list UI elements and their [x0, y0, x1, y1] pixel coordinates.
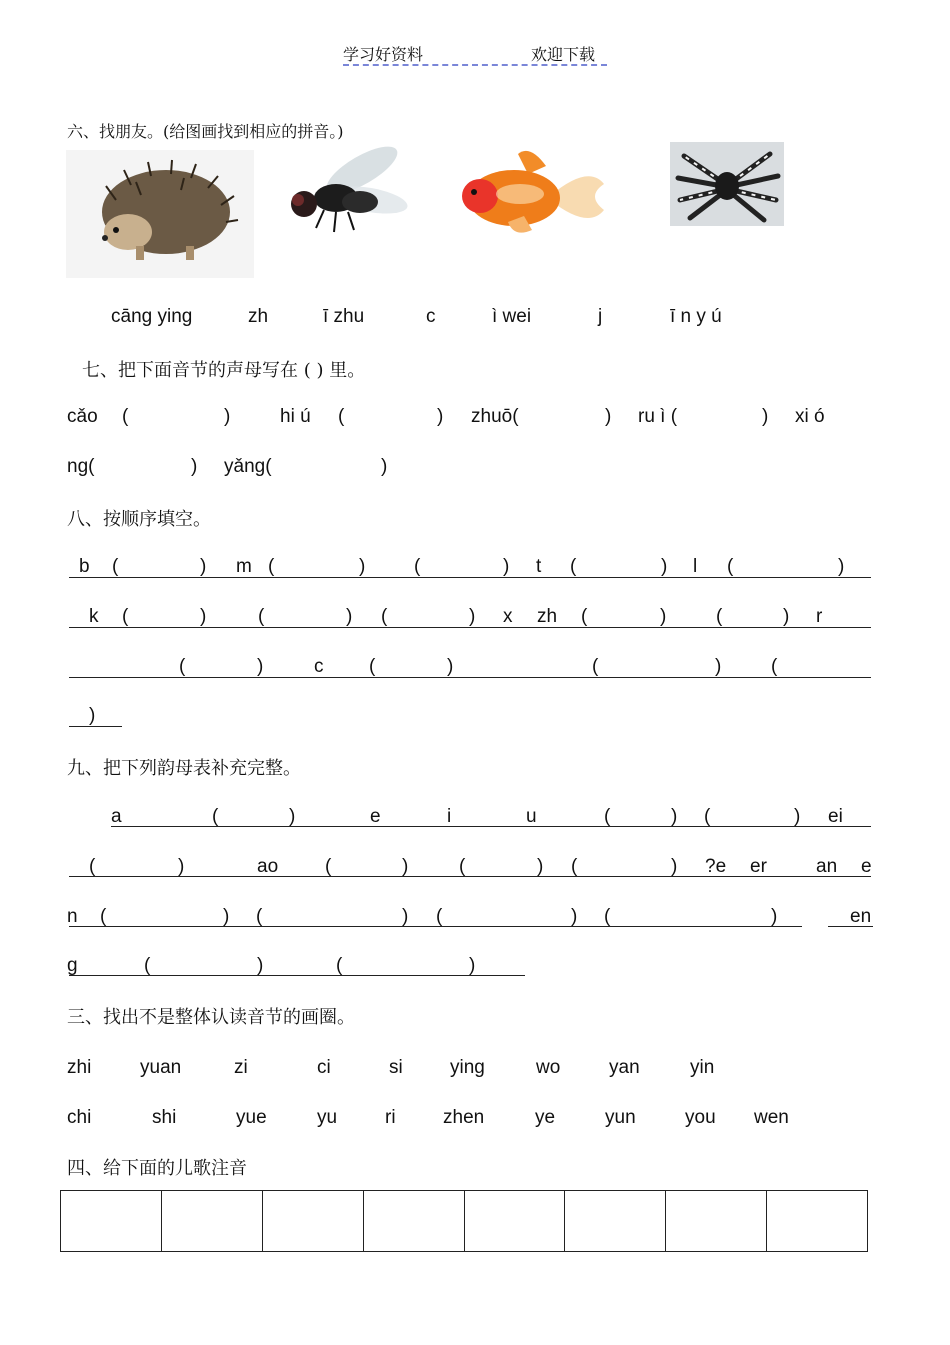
paren-close: ): [402, 856, 409, 877]
paren-open: (: [436, 906, 443, 927]
letter: er: [750, 856, 767, 877]
paren-open: (: [112, 556, 119, 577]
syllable: yin: [690, 1057, 715, 1078]
letter: i: [447, 806, 452, 827]
letter: n: [67, 906, 78, 927]
paren-open: (: [100, 906, 107, 927]
paren-close: ): [762, 406, 769, 427]
syllable: ru ì (: [638, 406, 678, 427]
section-9-title: 九、把下列韵母表补充完整。: [67, 758, 301, 779]
paren-close: ): [783, 606, 790, 627]
paren-open: (: [369, 656, 376, 677]
letter: ei: [828, 806, 843, 827]
paren-open: (: [338, 406, 345, 427]
pinyin-grid-row: [61, 1191, 868, 1252]
paren-open: (: [604, 806, 611, 827]
letter: x: [503, 606, 513, 627]
paren-close: ): [89, 705, 96, 726]
paren-close: ): [346, 606, 353, 627]
syllable: zi: [234, 1057, 248, 1078]
section-8-title: 八、按顺序填空。: [67, 509, 211, 530]
syllable: zhuō(: [471, 406, 519, 427]
pinyin-option: cāng ying: [111, 306, 193, 327]
paren-close: ): [257, 656, 264, 677]
header-left: 学习好资料: [343, 45, 424, 64]
header-right: 欢迎下载: [531, 45, 596, 64]
syllable: ng(: [67, 456, 95, 477]
syllable: ci: [317, 1057, 331, 1078]
letter: m: [236, 556, 252, 577]
syllable: yǎng(: [224, 456, 272, 477]
paren-open: (: [336, 955, 343, 976]
letter: g: [67, 955, 78, 976]
hedgehog-image: [66, 150, 254, 278]
answer-line: [111, 826, 871, 827]
paren-open: (: [144, 955, 151, 976]
paren-close: ): [381, 456, 388, 477]
letter: b: [79, 556, 90, 577]
pinyin-grid-cell[interactable]: [464, 1191, 565, 1252]
pinyin-grid: [60, 1190, 868, 1252]
paren-open: (: [716, 606, 723, 627]
paren-close: ): [503, 556, 510, 577]
letter: l: [693, 556, 698, 577]
letter: a: [111, 806, 122, 827]
paren-close: ): [838, 556, 845, 577]
syllable: ri: [385, 1107, 396, 1128]
paren-close: ): [469, 606, 476, 627]
pinyin-option: ī zhu: [323, 306, 365, 327]
syllable: zhen: [443, 1107, 485, 1128]
pinyin-option: zh: [248, 306, 269, 327]
paren-close: ): [191, 456, 198, 477]
paren-close: ): [289, 806, 296, 827]
paren-close: ): [571, 906, 578, 927]
paren-close: ): [660, 606, 667, 627]
paren-open: (: [570, 556, 577, 577]
paren-open: (: [592, 656, 599, 677]
goldfish-image: [458, 144, 608, 242]
pinyin-grid-cell[interactable]: [565, 1191, 666, 1252]
paren-open: (: [704, 806, 711, 827]
paren-close: ): [661, 556, 668, 577]
paren-close: ): [771, 906, 778, 927]
syllable: wo: [536, 1057, 561, 1078]
header-divider: [343, 64, 607, 66]
pinyin-grid-cell[interactable]: [666, 1191, 767, 1252]
paren-open: (: [212, 806, 219, 827]
answer-line: [69, 975, 525, 976]
letter: e: [370, 806, 381, 827]
letter: e: [861, 856, 872, 877]
pinyin-option: j: [598, 306, 603, 327]
paren-close: ): [257, 955, 264, 976]
pinyin-option: ī n y ú: [670, 306, 722, 327]
syllable: zhi: [67, 1057, 92, 1078]
paren-open: (: [771, 656, 778, 677]
paren-open: (: [258, 606, 265, 627]
syllable: yuan: [140, 1057, 182, 1078]
paren-open: (: [604, 906, 611, 927]
paren-open: (: [89, 856, 96, 877]
letter: en: [850, 906, 872, 927]
paren-close: ): [200, 606, 207, 627]
pinyin-grid-cell[interactable]: [61, 1191, 162, 1252]
paren-open: (: [256, 906, 263, 927]
pinyin-grid-cell[interactable]: [161, 1191, 262, 1252]
letter: k: [89, 606, 99, 627]
pinyin-grid-cell[interactable]: [767, 1191, 868, 1252]
paren-open: (: [325, 856, 332, 877]
letter: c: [314, 656, 324, 677]
paren-close: ): [671, 806, 678, 827]
syllable: you: [685, 1107, 716, 1128]
paren-close: ): [715, 656, 722, 677]
syllable: xi ó: [795, 406, 825, 427]
syllable: si: [389, 1057, 403, 1078]
paren-open: (: [381, 606, 388, 627]
pinyin-option: c: [426, 306, 436, 327]
syllable: ying: [450, 1057, 485, 1078]
pinyin-grid-cell[interactable]: [363, 1191, 464, 1252]
paren-close: ): [671, 856, 678, 877]
section-3-title: 三、找出不是整体认读音节的画圈。: [67, 1007, 355, 1028]
pinyin-grid-cell[interactable]: [262, 1191, 363, 1252]
syllable: yun: [605, 1107, 636, 1128]
syllable: hi ú: [280, 406, 311, 427]
letter: ao: [257, 856, 279, 877]
answer-line: [69, 726, 122, 727]
spider-image: [670, 142, 784, 226]
paren-close: ): [359, 556, 366, 577]
fly-image: [274, 136, 410, 240]
letter: r: [816, 606, 823, 627]
syllable: yan: [609, 1057, 640, 1078]
answer-line: [69, 677, 871, 678]
section-6-title: 六、找朋友。(给图画找到相应的拼音。): [67, 122, 344, 141]
paren-open: (: [122, 606, 129, 627]
section-7-title: 七、把下面音节的声母写在 ( ) 里。: [82, 360, 366, 381]
paren-close: ): [605, 406, 612, 427]
letter: ?e: [705, 856, 727, 877]
paren-close: ): [537, 856, 544, 877]
syllable: yue: [236, 1107, 267, 1128]
paren-close: ): [224, 406, 231, 427]
letter: an: [816, 856, 838, 877]
syllable: chi: [67, 1107, 92, 1128]
syllable: wen: [754, 1107, 789, 1128]
paren-close: ): [447, 656, 454, 677]
syllable: yu: [317, 1107, 338, 1128]
answer-line: [69, 577, 871, 578]
pinyin-option: ì wei: [492, 306, 532, 327]
paren-close: ): [437, 406, 444, 427]
paren-open: (: [571, 856, 578, 877]
paren-close: ): [178, 856, 185, 877]
paren-open: (: [459, 856, 466, 877]
paren-open: (: [581, 606, 588, 627]
syllable: shi: [152, 1107, 177, 1128]
paren-open: (: [122, 406, 129, 427]
paren-close: ): [223, 906, 230, 927]
syllable: cǎo: [67, 406, 98, 427]
paren-open: (: [268, 556, 275, 577]
paren-open: (: [727, 556, 734, 577]
paren-open: (: [414, 556, 421, 577]
letter: zh: [537, 606, 558, 627]
paren-close: ): [469, 955, 476, 976]
section-4-title: 四、给下面的儿歌注音: [67, 1158, 247, 1179]
paren-close: ): [794, 806, 801, 827]
letter: u: [526, 806, 537, 827]
syllable: ye: [535, 1107, 556, 1128]
paren-close: ): [402, 906, 409, 927]
paren-close: ): [200, 556, 207, 577]
letter: t: [536, 556, 542, 577]
paren-open: (: [179, 656, 186, 677]
